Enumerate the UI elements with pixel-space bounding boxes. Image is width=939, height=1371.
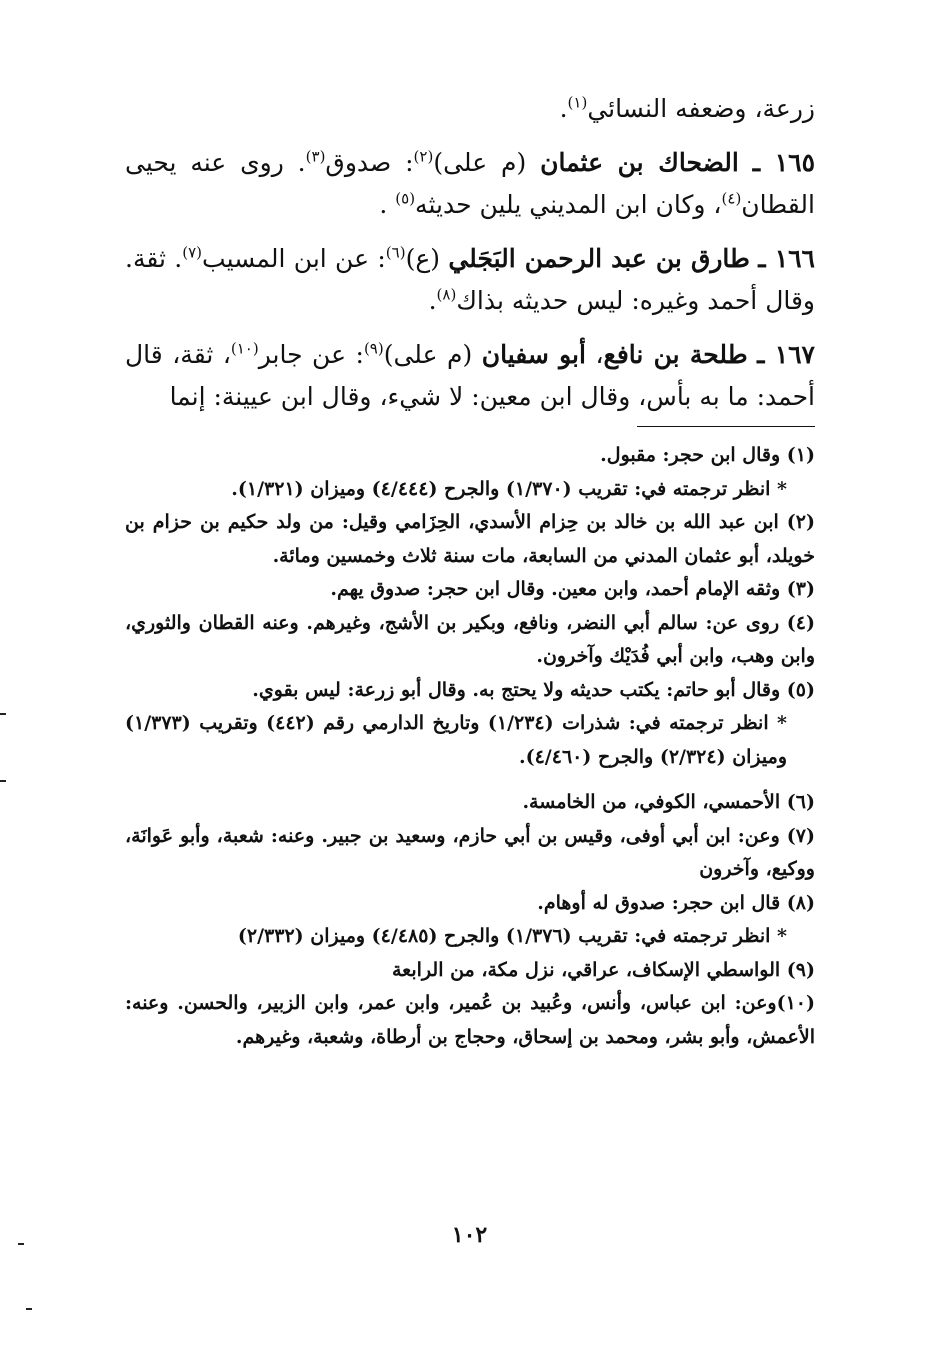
footnote-9: (٩) الواسطي الإسكاف، عراقي، نزل مكة، من الرابعة — [392, 958, 815, 981]
scan-mark — [0, 780, 6, 782]
text: ، ثقة، قال أحمد: ما به بأس، وقال ابن معين: لا شيء، وقال ابن عيينة: إنما — [125, 340, 815, 411]
footnote-3: (٣) وثقه الإمام أحمد، وابن معين. وقال ابن حجر: صدوق يهم. — [330, 578, 815, 600]
text: زرعة، وضعفه النسائي — [587, 94, 815, 123]
text: : عن جابر — [258, 340, 364, 369]
entry-number: ١٦٧ ـ — [757, 340, 815, 369]
text: . ثقة. وقال أحمد وغيره: ليس حديثه بذاك — [125, 244, 815, 315]
entry-number: ١٦٦ ـ — [758, 244, 815, 273]
text: . روى عنه يحيى القطان — [125, 148, 815, 219]
footnote-separator — [637, 426, 815, 427]
footnotes — [125, 439, 815, 1054]
page-body — [125, 88, 815, 1054]
footnote-2: (٢) ابن عبد الله بن خالد بن حِزام الأسدي، الحِزَامي وقيل: من ولد حكيم بن حزام بن خويلد، أبو عثمان المدني من السابعة، مات سنة ثلاث وخمسين ومائة. — [125, 511, 815, 567]
page-number: ١٠٢ — [451, 1222, 488, 1248]
footnote-ref[interactable]: (١٠) — [230, 339, 259, 358]
scan-mark — [18, 1243, 24, 1245]
footnote-8-references: * انظر ترجمته في: تقريب (١/٣٧٦) والجرح (٤/٤٨٥) وميزان (٢/٣٣٢) — [237, 925, 787, 947]
text: . — [428, 286, 437, 315]
text: ، — [585, 340, 604, 369]
footnote-1-references: * انظر ترجمته في: تقريب (١/٣٧٠) والجرح (٤/٤٤٤) وميزان (١/٣٢١). — [231, 477, 787, 500]
narrator-kunya: أبو سفيان — [481, 340, 586, 369]
scan-mark — [0, 713, 6, 715]
footnote-ref[interactable]: (٨) — [436, 285, 457, 304]
footnote-ref[interactable]: (٩) — [363, 339, 384, 358]
scan-mark — [26, 1308, 32, 1310]
text: ، وكان ابن المديني يلين حديثه — [415, 190, 722, 219]
text: (ع) — [405, 244, 449, 273]
footnote-ref[interactable]: (٣) — [305, 147, 326, 166]
text: . — [559, 94, 568, 123]
footnote-10: (١٠)وعن: ابن عباس، وأنس، وعُبيد بن عُمير، وابن عمر، وابن الزبير، والحسن. وعنه: الأعمش، وأبو بشر، ومحمد بن إسحاق، وحجاج بن أرطاة، وشعبة، وغيرهم. — [125, 992, 815, 1048]
footnote-5-references: * انظر ترجمته في: شذرات (١/٢٣٤) وتاريخ الدارمي رقم (٤٤٢) وتقريب (١/٣٧٣) وميزان (٢/٣٢٤) والجرح (٤/٤٦٠). — [125, 712, 787, 768]
text: : عن ابن المسيب — [202, 244, 386, 273]
entry-166 — [125, 238, 815, 322]
footnote-ref[interactable]: (٢) — [413, 147, 434, 166]
footnote-5: (٥) وقال أبو حاتم: يكتب حديثه ولا يحتج به. وقال أبو زرعة: ليس بقوي. — [252, 678, 815, 701]
continuation-line — [125, 88, 815, 130]
text: (م على) — [433, 148, 541, 177]
entry-number: ١٦٥ ـ — [752, 148, 816, 177]
footnote-7: (٧) وعن: ابن أبي أوفى، وقيس بن أبي حازم، وسعيد بن جبير. وعنه: شعبة، وأبو عَوانَة، ووكيع، وآخرون — [125, 824, 815, 880]
narrator-name: الضحاك بن عثمان — [540, 148, 739, 177]
text: (م على) — [383, 340, 482, 369]
footnote-1: (١) وقال ابن حجر: مقبول. — [600, 444, 815, 466]
entry-165 — [125, 142, 815, 226]
footnote-ref[interactable]: (٧) — [182, 243, 203, 262]
main-text — [125, 88, 815, 418]
text: . — [379, 190, 396, 219]
text: : صدوق — [325, 148, 414, 177]
footnote-4: (٤) روى عن: سالم أبي النضر، ونافع، وبكير بن الأشج، وغيرهم. وعنه القطان والثوري، وابن وهب، وابن أبي فُدَيْك وآخرون. — [125, 611, 815, 667]
footnote-8: (٨) قال ابن حجر: صدوق له أوهام. — [537, 891, 815, 914]
entry-167 — [125, 334, 815, 418]
footnote-ref[interactable]: (٦) — [385, 243, 406, 262]
footnote-ref[interactable]: (١) — [567, 93, 588, 112]
footnote-6: (٦) الأحمسي، الكوفي، من الخامسة. — [522, 791, 815, 813]
narrator-name: طلحة بن نافع — [603, 340, 748, 369]
narrator-name: طارق بن عبد الرحمن البَجَلي — [448, 244, 750, 273]
footnote-ref[interactable]: (٥) — [395, 189, 416, 208]
footnote-ref[interactable]: (٤) — [721, 189, 742, 208]
